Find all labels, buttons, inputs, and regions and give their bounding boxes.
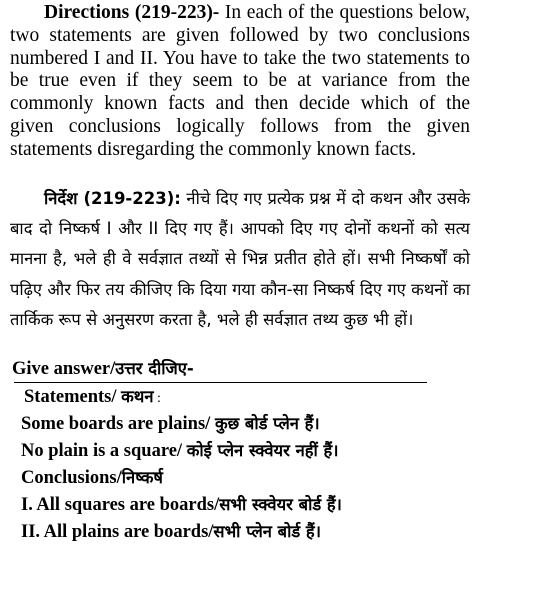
divider	[14, 382, 427, 383]
give-answer-en: Give answer/	[12, 359, 116, 379]
conclusion-2	[21, 521, 321, 543]
directions-hindi	[10, 184, 470, 335]
directions-english	[10, 2, 470, 162]
conclusion-1	[21, 494, 342, 516]
statement-1-hi: कुछ बोर्ड प्लेन हैं।	[214, 414, 320, 433]
statements-heading-en: Statements/	[24, 387, 122, 407]
give-answer-heading	[12, 356, 194, 380]
statement-1-en: Some boards are plains/	[21, 414, 215, 434]
conclusions-heading	[21, 467, 163, 489]
give-answer-hi: उत्तर दीजिए-	[115, 359, 194, 378]
conclusion-1-hi: सभी स्क्वेयर बोर्ड हैं।	[219, 495, 342, 514]
directions-hindi-text: नीचे दिए गए प्रत्येक प्रश्न में दो कथन और उसके बाद दो निष्कर्ष I और II दिए गए हैं। आपको दिए गए दोनों कथनों को सत्य मानना है, भले ही वे सर्वज्ञात तथ्यों से भिन्न प्रतीत होते हों। सभी निष्कर्षों को पढ़िए और फिर तय कीजिए कि दिया गया कौन-सा निष्कर्ष दिए गए कथनों का तार्किक रूप से अनुसरण करता है, भले ही सर्वज्ञात तथ्य कुछ भी हों।	[10, 189, 471, 329]
statement-1	[21, 413, 320, 435]
statement-2-en: No plain is a square/	[21, 441, 187, 461]
statement-2	[21, 440, 339, 462]
conclusion-1-en: I. All squares are boards/	[21, 495, 220, 515]
statements-heading-colon: :	[153, 391, 161, 406]
conclusion-2-en: II. All plains are boards/	[21, 522, 214, 542]
conclusions-heading-hi: निष्कर्ष	[121, 468, 163, 487]
directions-text: In each of the questions below, two statements are given followed by two conclusions numbered I and II. You have to take the two statements to be true even if they seem to be at variance from the commonly known facts and then decide which of the given conclusions logically follows from the given statements disregarding the commonly known facts.	[10, 2, 470, 160]
conclusions-heading-en: Conclusions/	[21, 468, 122, 488]
directions-hindi-label: निर्देश (219-223):	[44, 189, 181, 208]
directions-label: Directions (219-223)-	[44, 2, 220, 23]
statement-2-hi: कोई प्लेन स्क्वेयर नहीं हैं।	[186, 441, 339, 460]
conclusion-2-hi: सभी प्लेन बोर्ड हैं।	[213, 522, 321, 541]
statements-heading-hi: कथन	[121, 387, 154, 406]
statements-heading	[24, 386, 161, 410]
